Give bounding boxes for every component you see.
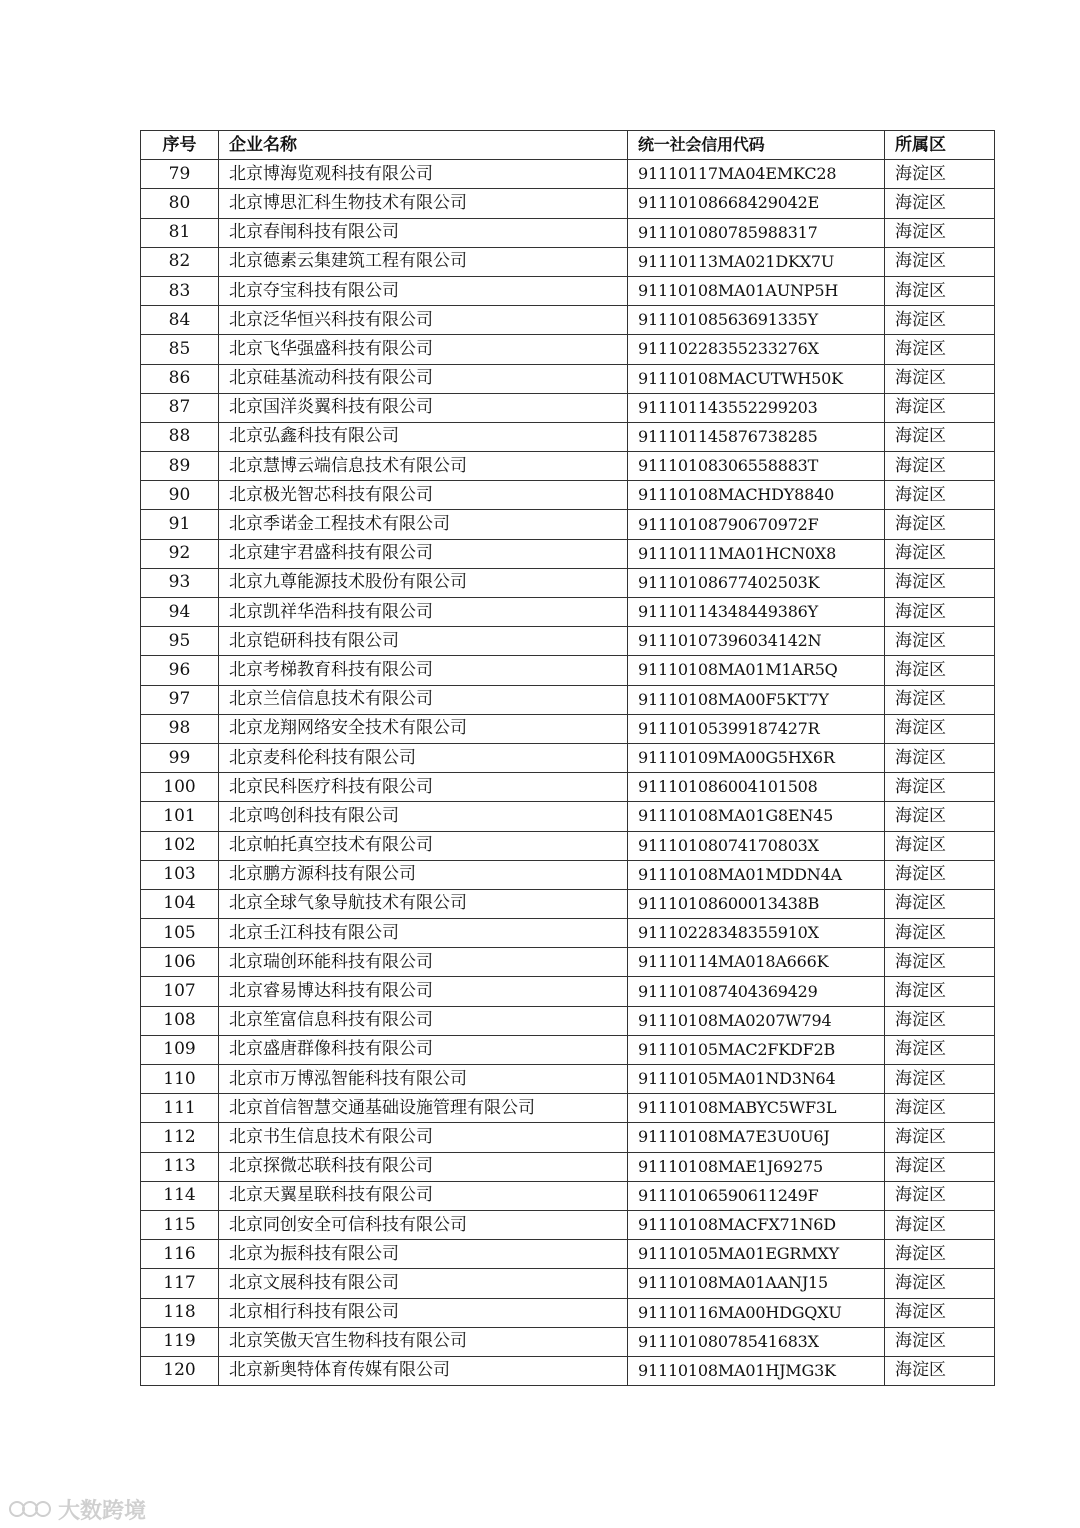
cell-index: 104: [141, 889, 219, 918]
cell-district: 海淀区: [885, 539, 995, 568]
cell-index: 120: [141, 1356, 219, 1385]
header-index: 序号: [141, 131, 219, 160]
cell-district: 海淀区: [885, 160, 995, 189]
cell-credit-code: 91110108MA01G8EN45: [628, 802, 885, 831]
cell-company-name: 北京同创安全可信科技有限公司: [219, 1210, 628, 1239]
cell-credit-code: 911101086004101508: [628, 773, 885, 802]
cell-index: 114: [141, 1181, 219, 1210]
cell-index: 92: [141, 539, 219, 568]
cell-company-name: 北京飞华强盛科技有限公司: [219, 335, 628, 364]
table-row: [141, 364, 995, 393]
cell-company-name: 北京兰信信息技术有限公司: [219, 685, 628, 714]
table-row: [141, 627, 995, 656]
table-row: [141, 306, 995, 335]
cell-index: 93: [141, 568, 219, 597]
cell-index: 111: [141, 1094, 219, 1123]
cell-credit-code: 91110108677402503K: [628, 568, 885, 597]
cell-index: 82: [141, 247, 219, 276]
cell-index: 107: [141, 977, 219, 1006]
cell-index: 115: [141, 1210, 219, 1239]
cell-index: 100: [141, 773, 219, 802]
table-row: [141, 1210, 995, 1239]
cell-company-name: 北京为振科技有限公司: [219, 1240, 628, 1269]
table-row: [141, 481, 995, 510]
table-row: [141, 802, 995, 831]
cell-index: 91: [141, 510, 219, 539]
table-row: [141, 335, 995, 364]
cell-credit-code: 91110107396034142N: [628, 627, 885, 656]
cell-company-name: 北京探微芯联科技有限公司: [219, 1152, 628, 1181]
cell-credit-code: 91110108MA00F5KT7Y: [628, 685, 885, 714]
cell-credit-code: 91110113MA021DKX7U: [628, 247, 885, 276]
cell-index: 106: [141, 948, 219, 977]
cell-company-name: 北京笑傲天宫生物科技有限公司: [219, 1327, 628, 1356]
cell-company-name: 北京全球气象导航技术有限公司: [219, 889, 628, 918]
table-row: [141, 1035, 995, 1064]
cell-district: 海淀区: [885, 306, 995, 335]
cell-company-name: 北京德素云集建筑工程有限公司: [219, 247, 628, 276]
table-row: [141, 656, 995, 685]
table-row: [141, 568, 995, 597]
cell-credit-code: 91110105MAC2FKDF2B: [628, 1035, 885, 1064]
cell-credit-code: 91110108074170803X: [628, 831, 885, 860]
cell-index: 101: [141, 802, 219, 831]
cell-company-name: 北京建宇君盛科技有限公司: [219, 539, 628, 568]
cell-company-name: 北京鹏方源科技有限公司: [219, 860, 628, 889]
cell-credit-code: 91110108790670972F: [628, 510, 885, 539]
cell-district: 海淀区: [885, 1181, 995, 1210]
cell-district: 海淀区: [885, 1123, 995, 1152]
cell-credit-code: 91110105MA01EGRMXY: [628, 1240, 885, 1269]
table-row: [141, 919, 995, 948]
table-row: [141, 831, 995, 860]
cell-credit-code: 91110228355233276X: [628, 335, 885, 364]
table-row: [141, 948, 995, 977]
cell-credit-code: 91110108MA01HJMG3K: [628, 1356, 885, 1385]
cell-credit-code: 91110108MACFX71N6D: [628, 1210, 885, 1239]
cell-district: 海淀区: [885, 977, 995, 1006]
cell-index: 102: [141, 831, 219, 860]
table-row: [141, 160, 995, 189]
watermark: [8, 1494, 146, 1524]
cell-district: 海淀区: [885, 948, 995, 977]
cell-credit-code: 91110108MA01AANJ15: [628, 1269, 885, 1298]
table-row: [141, 1181, 995, 1210]
table-row: [141, 860, 995, 889]
cell-company-name: 北京瑞创环能科技有限公司: [219, 948, 628, 977]
cell-district: 海淀区: [885, 1356, 995, 1385]
cell-company-name: 北京笙富信息科技有限公司: [219, 1006, 628, 1035]
cell-index: 90: [141, 481, 219, 510]
cell-company-name: 北京极光智芯科技有限公司: [219, 481, 628, 510]
cell-index: 119: [141, 1327, 219, 1356]
header-credit-code: 统一社会信用代码: [628, 131, 885, 160]
cell-credit-code: 91110116MA00HDGQXU: [628, 1298, 885, 1327]
table-row: [141, 452, 995, 481]
cell-credit-code: 91110228348355910X: [628, 919, 885, 948]
header-district: 所属区: [885, 131, 995, 160]
cell-company-name: 北京市万博泓智能科技有限公司: [219, 1065, 628, 1094]
cell-district: 海淀区: [885, 1210, 995, 1239]
cell-district: 海淀区: [885, 1094, 995, 1123]
cell-district: 海淀区: [885, 218, 995, 247]
cell-index: 86: [141, 364, 219, 393]
cell-company-name: 北京书生信息技术有限公司: [219, 1123, 628, 1152]
table-row: [141, 1240, 995, 1269]
cell-district: 海淀区: [885, 481, 995, 510]
cell-district: 海淀区: [885, 919, 995, 948]
cell-district: 海淀区: [885, 685, 995, 714]
cell-credit-code: 91110108MA01MDDN4A: [628, 860, 885, 889]
cell-credit-code: 91110108MABYC5WF3L: [628, 1094, 885, 1123]
cell-district: 海淀区: [885, 860, 995, 889]
table-row: [141, 977, 995, 1006]
cell-index: 80: [141, 189, 219, 218]
cell-index: 96: [141, 656, 219, 685]
cell-credit-code: 91110114348449386Y: [628, 598, 885, 627]
cell-credit-code: 911101087404369429: [628, 977, 885, 1006]
cell-district: 海淀区: [885, 1152, 995, 1181]
cell-company-name: 北京麦科伦科技有限公司: [219, 743, 628, 772]
cell-credit-code: 91110108MA0207W794: [628, 1006, 885, 1035]
cell-credit-code: 91110108MA7E3U0U6J: [628, 1123, 885, 1152]
cell-credit-code: 91110108668429042E: [628, 189, 885, 218]
table-row: [141, 714, 995, 743]
cell-index: 84: [141, 306, 219, 335]
cell-district: 海淀区: [885, 656, 995, 685]
cell-credit-code: 91110108563691335Y: [628, 306, 885, 335]
table-row: [141, 1298, 995, 1327]
table-row: [141, 247, 995, 276]
table-row: [141, 598, 995, 627]
cell-credit-code: 91110111MA01HCN0X8: [628, 539, 885, 568]
cell-credit-code: 91110108600013438B: [628, 889, 885, 918]
cell-district: 海淀区: [885, 276, 995, 305]
table-row: [141, 685, 995, 714]
cell-company-name: 北京铠研科技有限公司: [219, 627, 628, 656]
cell-index: 113: [141, 1152, 219, 1181]
cell-district: 海淀区: [885, 393, 995, 422]
cell-index: 87: [141, 393, 219, 422]
cell-district: 海淀区: [885, 1006, 995, 1035]
cell-index: 112: [141, 1123, 219, 1152]
cell-index: 83: [141, 276, 219, 305]
table-row: [141, 773, 995, 802]
cell-district: 海淀区: [885, 1065, 995, 1094]
cell-company-name: 北京首信智慧交通基础设施管理有限公司: [219, 1094, 628, 1123]
cell-index: 97: [141, 685, 219, 714]
cell-district: 海淀区: [885, 598, 995, 627]
cell-index: 117: [141, 1269, 219, 1298]
cell-district: 海淀区: [885, 422, 995, 451]
cell-company-name: 北京文展科技有限公司: [219, 1269, 628, 1298]
cell-index: 81: [141, 218, 219, 247]
table-header-row: [141, 131, 995, 160]
cell-company-name: 北京慧博云端信息技术有限公司: [219, 452, 628, 481]
cell-company-name: 北京民科医疗科技有限公司: [219, 773, 628, 802]
table-row: [141, 539, 995, 568]
cell-district: 海淀区: [885, 743, 995, 772]
table-row: [141, 743, 995, 772]
cell-index: 103: [141, 860, 219, 889]
cell-district: 海淀区: [885, 627, 995, 656]
cell-district: 海淀区: [885, 773, 995, 802]
cell-index: 89: [141, 452, 219, 481]
cell-credit-code: 91110109MA00G5HX6R: [628, 743, 885, 772]
cell-credit-code: 91110105MA01ND3N64: [628, 1065, 885, 1094]
cell-district: 海淀区: [885, 510, 995, 539]
enterprise-table: [140, 130, 995, 1386]
cell-credit-code: 91110108MACHDY8840: [628, 481, 885, 510]
table-row: [141, 1356, 995, 1385]
table-row: [141, 1123, 995, 1152]
cell-company-name: 北京九尊能源技术股份有限公司: [219, 568, 628, 597]
cell-index: 116: [141, 1240, 219, 1269]
cell-district: 海淀区: [885, 335, 995, 364]
table-row: [141, 1065, 995, 1094]
cell-district: 海淀区: [885, 889, 995, 918]
cell-company-name: 北京春闱科技有限公司: [219, 218, 628, 247]
cell-index: 118: [141, 1298, 219, 1327]
cell-company-name: 北京硅基流动科技有限公司: [219, 364, 628, 393]
table-row: [141, 1152, 995, 1181]
cell-index: 98: [141, 714, 219, 743]
cell-index: 105: [141, 919, 219, 948]
cell-credit-code: 911101080785988317: [628, 218, 885, 247]
cell-district: 海淀区: [885, 568, 995, 597]
table-row: [141, 1327, 995, 1356]
cell-district: 海淀区: [885, 247, 995, 276]
table-row: [141, 218, 995, 247]
cell-company-name: 北京考梯教育科技有限公司: [219, 656, 628, 685]
cell-credit-code: 91110108MACUTWH50K: [628, 364, 885, 393]
cell-credit-code: 91110108MA01AUNP5H: [628, 276, 885, 305]
cell-district: 海淀区: [885, 452, 995, 481]
cell-district: 海淀区: [885, 1240, 995, 1269]
cell-company-name: 北京泛华恒兴科技有限公司: [219, 306, 628, 335]
cell-district: 海淀区: [885, 714, 995, 743]
cell-company-name: 北京壬江科技有限公司: [219, 919, 628, 948]
cell-district: 海淀区: [885, 1269, 995, 1298]
cell-credit-code: 91110106590611249F: [628, 1181, 885, 1210]
table-row: [141, 422, 995, 451]
cell-company-name: 北京凯祥华浩科技有限公司: [219, 598, 628, 627]
cell-index: 85: [141, 335, 219, 364]
watermark-text: 大数跨境: [58, 1498, 147, 1524]
cell-credit-code: 91110108306558883T: [628, 452, 885, 481]
table-row: [141, 1006, 995, 1035]
cell-index: 99: [141, 743, 219, 772]
cell-index: 109: [141, 1035, 219, 1064]
cell-company-name: 北京博思汇科生物技术有限公司: [219, 189, 628, 218]
table-row: [141, 189, 995, 218]
watermark-logo-icon: [8, 1496, 52, 1522]
table-row: [141, 1094, 995, 1123]
cell-index: 88: [141, 422, 219, 451]
cell-company-name: 北京睿易博达科技有限公司: [219, 977, 628, 1006]
cell-credit-code: 91110108MAE1J69275: [628, 1152, 885, 1181]
cell-district: 海淀区: [885, 1298, 995, 1327]
cell-company-name: 北京天翼星联科技有限公司: [219, 1181, 628, 1210]
table-row: [141, 510, 995, 539]
cell-district: 海淀区: [885, 802, 995, 831]
cell-index: 94: [141, 598, 219, 627]
cell-company-name: 北京季诺金工程技术有限公司: [219, 510, 628, 539]
cell-index: 108: [141, 1006, 219, 1035]
cell-index: 79: [141, 160, 219, 189]
cell-district: 海淀区: [885, 189, 995, 218]
cell-credit-code: 91110108078541683X: [628, 1327, 885, 1356]
cell-credit-code: 91110114MA018A666K: [628, 948, 885, 977]
table-row: [141, 889, 995, 918]
cell-credit-code: 91110117MA04EMKC28: [628, 160, 885, 189]
cell-company-name: 北京弘鑫科技有限公司: [219, 422, 628, 451]
header-company-name: 企业名称: [219, 131, 628, 160]
cell-district: 海淀区: [885, 364, 995, 393]
cell-credit-code: 91110105399187427R: [628, 714, 885, 743]
cell-company-name: 北京国洋炎翼科技有限公司: [219, 393, 628, 422]
cell-company-name: 北京夺宝科技有限公司: [219, 276, 628, 305]
cell-company-name: 北京鸣创科技有限公司: [219, 802, 628, 831]
table-row: [141, 1269, 995, 1298]
cell-index: 110: [141, 1065, 219, 1094]
cell-company-name: 北京龙翔网络安全技术有限公司: [219, 714, 628, 743]
cell-credit-code: 911101143552299203: [628, 393, 885, 422]
table-row: [141, 393, 995, 422]
cell-company-name: 北京帕托真空技术有限公司: [219, 831, 628, 860]
cell-company-name: 北京盛唐群像科技有限公司: [219, 1035, 628, 1064]
cell-district: 海淀区: [885, 831, 995, 860]
cell-district: 海淀区: [885, 1327, 995, 1356]
cell-credit-code: 91110108MA01M1AR5Q: [628, 656, 885, 685]
cell-company-name: 北京博海览观科技有限公司: [219, 160, 628, 189]
cell-company-name: 北京新奥特体育传媒有限公司: [219, 1356, 628, 1385]
table-row: [141, 276, 995, 305]
cell-index: 95: [141, 627, 219, 656]
cell-credit-code: 911101145876738285: [628, 422, 885, 451]
cell-district: 海淀区: [885, 1035, 995, 1064]
cell-company-name: 北京相行科技有限公司: [219, 1298, 628, 1327]
